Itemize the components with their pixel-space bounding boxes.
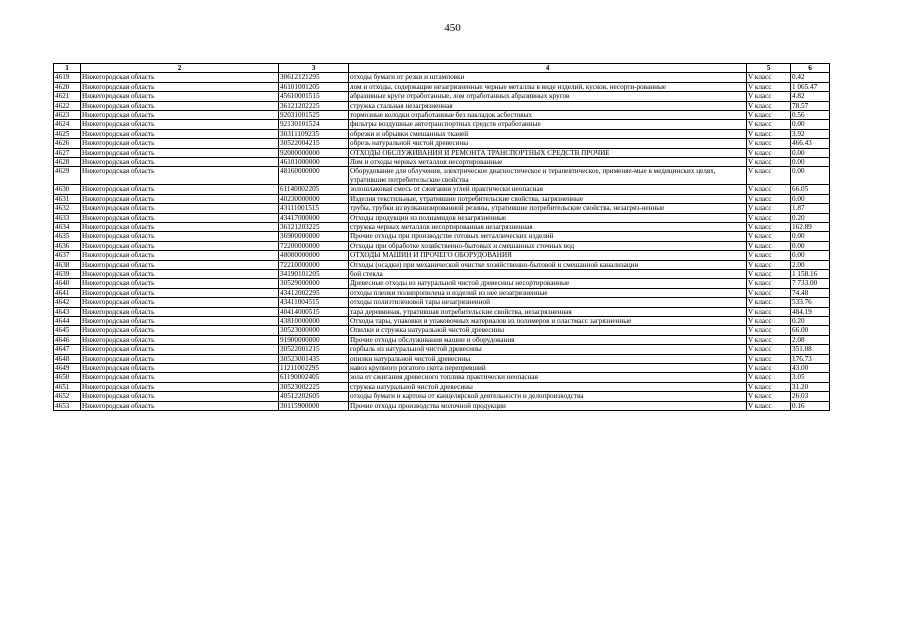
row-number-cell: 4638 [54,260,81,269]
amount-cell: 533.76 [791,298,830,307]
hazard-class-cell: V класс [747,260,791,269]
table-row [54,194,830,203]
row-number-cell: 4649 [54,364,81,373]
region-cell: Нижегородская область [81,139,279,148]
header-cell: 1 [54,64,81,73]
table-row [54,139,830,148]
table-row [54,326,830,335]
waste-code-cell: 61190002405 [279,373,349,382]
waste-name-cell: бой стекла [349,269,747,278]
hazard-class-cell: V класс [747,82,791,91]
waste-name-cell: Изделия текстильные, утратившие потребительские свойства, загрязненные [349,194,747,203]
waste-code-cell: 48000000000 [279,251,349,260]
waste-name-cell: Отходы при обработке хозяйственно-бытовых и смешанных сточных вод [349,241,747,250]
row-number-cell: 4647 [54,345,81,354]
row-number-cell: 4627 [54,148,81,157]
amount-cell: 351.08 [791,345,830,354]
waste-name-cell: фильтры воздушные автотранспортных средств отработанные [349,120,747,129]
region-cell: Нижегородская область [81,101,279,110]
waste-name-cell: обрезки и обрывки смешанных тканей [349,129,747,138]
amount-cell: 4.82 [791,92,830,101]
table-row [54,222,830,231]
row-number-cell: 4624 [54,120,81,129]
hazard-class-cell: V класс [747,269,791,278]
region-cell: Нижегородская область [81,298,279,307]
region-cell: Нижегородская область [81,335,279,344]
table-row [54,101,830,110]
row-number-cell: 4631 [54,194,81,203]
waste-name-cell: Отходы (осадки) при механической очистке хозяйственно-бытовой и смешанной канализации [349,260,747,269]
waste-name-cell: горбыль из натуральной чистой древесины [349,345,747,354]
waste-code-cell: 36900000000 [279,232,349,241]
region-cell: Нижегородская область [81,120,279,129]
hazard-class-cell: V класс [747,241,791,250]
hazard-class-cell: V класс [747,167,791,185]
waste-name-cell: абразивные круги отработанные, лом отработанных абразивных кругов [349,92,747,101]
waste-code-cell: 30311109235 [279,129,349,138]
region-cell: Нижегородская область [81,260,279,269]
waste-code-cell: 92130101524 [279,120,349,129]
hazard-class-cell: V класс [747,129,791,138]
amount-cell: 0.20 [791,316,830,325]
region-cell: Нижегородская область [81,269,279,278]
waste-name-cell: обрезь натуральной чистой древесины [349,139,747,148]
waste-code-cell: 40414000515 [279,307,349,316]
table-row [54,241,830,250]
waste-code-cell: 30529000000 [279,279,349,288]
header-row [54,64,830,73]
amount-cell: 43.00 [791,364,830,373]
region-cell: Нижегородская область [81,204,279,213]
region-cell: Нижегородская область [81,392,279,401]
amount-cell: 162.89 [791,222,830,231]
hazard-class-cell: V класс [747,148,791,157]
region-cell: Нижегородская область [81,167,279,185]
waste-code-cell: 92031001525 [279,111,349,120]
row-number-cell: 4646 [54,335,81,344]
waste-code-cell: 40230000000 [279,194,349,203]
hazard-class-cell: V класс [747,373,791,382]
hazard-class-cell: V класс [747,194,791,203]
row-number-cell: 4651 [54,382,81,391]
hazard-class-cell: V класс [747,364,791,373]
table-row [54,213,830,222]
hazard-class-cell: V класс [747,92,791,101]
waste-code-cell: 30523000000 [279,326,349,335]
region-cell: Нижегородская область [81,307,279,316]
amount-cell: 0.56 [791,111,830,120]
region-cell: Нижегородская область [81,241,279,250]
hazard-class-cell: V класс [747,139,791,148]
waste-name-cell: зола от сжигания древесного топлива практически неопасная [349,373,747,382]
region-cell: Нижегородская область [81,148,279,157]
hazard-class-cell: V класс [747,326,791,335]
row-number-cell: 4643 [54,307,81,316]
table-row [54,111,830,120]
row-number-cell: 4640 [54,279,81,288]
waste-name-cell: Древесные отходы из натуральной чистой древесины несортированные [349,279,747,288]
hazard-class-cell: V класс [747,232,791,241]
waste-name-cell: стружка натуральной чистой древесины [349,382,747,391]
waste-code-cell: 72200000000 [279,241,349,250]
table-row [54,232,830,241]
table-row [54,167,830,185]
region-cell: Нижегородская область [81,232,279,241]
amount-cell: 0.00 [791,158,830,167]
waste-name-cell: тормозные колодки отработанные без накладок асбестовых [349,111,747,120]
waste-name-cell: опилки натуральной чистой древесины [349,354,747,363]
table-row [54,288,830,297]
waste-name-cell: стружка стальная незагрязненная [349,101,747,110]
header-cell: 2 [81,64,279,73]
amount-cell: 0.42 [791,73,830,82]
table-row [54,120,830,129]
hazard-class-cell: V класс [747,307,791,316]
region-cell: Нижегородская область [81,279,279,288]
region-cell: Нижегородская область [81,92,279,101]
hazard-class-cell: V класс [747,335,791,344]
waste-name-cell: Прочие отходы при производстве готовых металлических изделий [349,232,747,241]
waste-code-cell: 46101001205 [279,82,349,91]
region-cell: Нижегородская область [81,326,279,335]
hazard-class-cell: V класс [747,185,791,194]
waste-code-cell: 72210000000 [279,260,349,269]
table-row [54,354,830,363]
table-row [54,73,830,82]
table-row [54,185,830,194]
row-number-cell: 4648 [54,354,81,363]
hazard-class-cell: V класс [747,251,791,260]
hazard-class-cell: V класс [747,222,791,231]
table-row [54,345,830,354]
waste-code-cell: 91900000000 [279,335,349,344]
header-cell: 3 [279,64,349,73]
header-cell: 4 [349,64,747,73]
row-number-cell: 4628 [54,158,81,167]
table-row [54,129,830,138]
waste-name-cell: отходы бумаги и картона от канцелярской деятельности и делопроизводства [349,392,747,401]
row-number-cell: 4639 [54,269,81,278]
amount-cell: 3.92 [791,129,830,138]
waste-code-cell: 30522001215 [279,345,349,354]
waste-name-cell: ОТХОДЫ МАШИН И ПРОЧЕГО ОБОРУДОВАНИЯ [349,251,747,260]
amount-cell: 31.20 [791,382,830,391]
waste-name-cell: золошлаковая смесь от сжигания углей практически неопасная [349,185,747,194]
waste-name-cell: лом и отходы, содержащие незагрязненные черные металлы в виде изделий, кусков, несорти-рованные [349,82,747,91]
amount-cell: 3.05 [791,373,830,382]
region-cell: Нижегородская область [81,345,279,354]
amount-cell: 0.16 [791,401,830,410]
hazard-class-cell: V класс [747,354,791,363]
waste-code-cell: 43111001515 [279,204,349,213]
waste-code-cell: 34190101205 [279,269,349,278]
amount-cell: 26.03 [791,392,830,401]
row-number-cell: 4642 [54,298,81,307]
waste-code-cell: 43412002295 [279,288,349,297]
row-number-cell: 4625 [54,129,81,138]
hazard-class-cell: V класс [747,316,791,325]
region-cell: Нижегородская область [81,73,279,82]
table-row [54,392,830,401]
region-cell: Нижегородская область [81,364,279,373]
table-row [54,158,830,167]
waste-register-table [53,63,830,411]
header-cell: 6 [791,64,830,73]
region-cell: Нижегородская область [81,111,279,120]
waste-code-cell: 36121202225 [279,101,349,110]
region-cell: Нижегородская область [81,129,279,138]
row-number-cell: 4650 [54,373,81,382]
amount-cell: 0.00 [791,194,830,203]
table-row [54,382,830,391]
row-number-cell: 4623 [54,111,81,120]
row-number-cell: 4652 [54,392,81,401]
waste-code-cell: 46101000000 [279,158,349,167]
region-cell: Нижегородская область [81,373,279,382]
waste-name-cell: Прочие отходы обслуживания машин и оборудования [349,335,747,344]
amount-cell: 0.00 [791,232,830,241]
region-cell: Нижегородская область [81,158,279,167]
table-row [54,373,830,382]
row-number-cell: 4626 [54,139,81,148]
table-row [54,307,830,316]
row-number-cell: 4633 [54,213,81,222]
row-number-cell: 4645 [54,326,81,335]
region-cell: Нижегородская область [81,213,279,222]
waste-code-cell: 30523002225 [279,382,349,391]
region-cell: Нижегородская область [81,354,279,363]
waste-code-cell: 61140002205 [279,185,349,194]
row-number-cell: 4622 [54,101,81,110]
amount-cell: 466.43 [791,139,830,148]
amount-cell: 0.00 [791,241,830,250]
row-number-cell: 4629 [54,167,81,185]
row-number-cell: 4636 [54,241,81,250]
waste-name-cell: тара деревянная, утратившая потребительские свойства, незагрязненная [349,307,747,316]
header-cell: 5 [747,64,791,73]
waste-code-cell: 11211002295 [279,364,349,373]
waste-name-cell: отходы пленки полипропилена и изделий из нее незагрязненные [349,288,747,297]
hazard-class-cell: V класс [747,120,791,129]
amount-cell: 0.00 [791,251,830,260]
hazard-class-cell: V класс [747,401,791,410]
waste-code-cell: 30522004215 [279,139,349,148]
table-row [54,316,830,325]
hazard-class-cell: V класс [747,101,791,110]
row-number-cell: 4634 [54,222,81,231]
waste-code-cell: 92000000000 [279,148,349,157]
waste-name-cell: стружка черных металлов несортированная незагрязненная [349,222,747,231]
amount-cell: 0.00 [791,167,830,185]
waste-code-cell: 30612121295 [279,73,349,82]
amount-cell: 7 733.00 [791,279,830,288]
row-number-cell: 4635 [54,232,81,241]
table-row [54,335,830,344]
region-cell: Нижегородская область [81,382,279,391]
amount-cell: 66.05 [791,185,830,194]
row-number-cell: 4630 [54,185,81,194]
hazard-class-cell: V класс [747,158,791,167]
table-row [54,279,830,288]
hazard-class-cell: V класс [747,204,791,213]
table-row [54,251,830,260]
table-body [54,73,830,411]
hazard-class-cell: V класс [747,392,791,401]
amount-cell: 176.73 [791,354,830,363]
waste-name-cell: трубы, трубки из вулканизированной резины, утратившие потребительские свойства, незагряз-ненные [349,204,747,213]
page-number: 450 [444,22,461,34]
hazard-class-cell: V класс [747,298,791,307]
table-row [54,269,830,278]
waste-code-cell: 40512202605 [279,392,349,401]
row-number-cell: 4620 [54,82,81,91]
waste-code-cell: 30115900000 [279,401,349,410]
waste-code-cell: 48160000000 [279,167,349,185]
waste-name-cell: Опилки и стружка натуральной чистой древесины [349,326,747,335]
hazard-class-cell: V класс [747,279,791,288]
hazard-class-cell: V класс [747,111,791,120]
waste-code-cell: 43810000000 [279,316,349,325]
table-row [54,148,830,157]
waste-name-cell: навоз крупного рогатого скота перепревший [349,364,747,373]
hazard-class-cell: V класс [747,345,791,354]
row-number-cell: 4621 [54,92,81,101]
amount-cell: 2.00 [791,260,830,269]
hazard-class-cell: V класс [747,382,791,391]
table-row [54,364,830,373]
region-cell: Нижегородская область [81,185,279,194]
waste-name-cell: Отходы тары, упаковки и упаковочных материалов из полимеров и пластмасс загрязненные [349,316,747,325]
waste-code-cell: 43411004515 [279,298,349,307]
row-number-cell: 4644 [54,316,81,325]
waste-name-cell: Отходы продукции из полиамидов незагрязненные [349,213,747,222]
region-cell: Нижегородская область [81,401,279,410]
region-cell: Нижегородская область [81,316,279,325]
table-row [54,401,830,410]
waste-name-cell: отходы бумаги от резки и штамповки [349,73,747,82]
amount-cell: 1.87 [791,204,830,213]
row-number-cell: 4632 [54,204,81,213]
amount-cell: 1 065.47 [791,82,830,91]
waste-name-cell: ОТХОДЫ ОБСЛУЖИВАНИЯ И РЕМОНТА ТРАНСПОРТНЫХ СРЕДСТВ ПРОЧИЕ [349,148,747,157]
region-cell: Нижегородская область [81,288,279,297]
table-row [54,82,830,91]
hazard-class-cell: V класс [747,288,791,297]
hazard-class-cell: V класс [747,73,791,82]
region-cell: Нижегородская область [81,222,279,231]
waste-name-cell: Прочие отходы производства молочной продукции [349,401,747,410]
table-row [54,298,830,307]
waste-code-cell: 45610001515 [279,92,349,101]
row-number-cell: 4619 [54,73,81,82]
amount-cell: 1 158.16 [791,269,830,278]
amount-cell: 0.20 [791,213,830,222]
amount-cell: 0.00 [791,120,830,129]
row-number-cell: 4653 [54,401,81,410]
amount-cell: 78.57 [791,101,830,110]
waste-code-cell: 36121203225 [279,222,349,231]
table-row [54,92,830,101]
amount-cell: 66.00 [791,326,830,335]
waste-name-cell: Лом и отходы черных металлов несортированные [349,158,747,167]
region-cell: Нижегородская область [81,251,279,260]
amount-cell: 2.08 [791,335,830,344]
waste-code-cell: 43417000000 [279,213,349,222]
region-cell: Нижегородская область [81,194,279,203]
table-row [54,260,830,269]
row-number-cell: 4641 [54,288,81,297]
waste-code-cell: 30523001435 [279,354,349,363]
waste-name-cell: Оборудование для облучения, электрическое диагностическое и терапевтическое, применяе-мые в медицинских целях, утратившие потребительские свойства [349,167,747,185]
amount-cell: 484.19 [791,307,830,316]
amount-cell: 74.48 [791,288,830,297]
table-row [54,204,830,213]
row-number-cell: 4637 [54,251,81,260]
hazard-class-cell: V класс [747,213,791,222]
waste-name-cell: отходы полиэтиленовой тары незагрязненной [349,298,747,307]
region-cell: Нижегородская область [81,82,279,91]
amount-cell: 0.00 [791,148,830,157]
